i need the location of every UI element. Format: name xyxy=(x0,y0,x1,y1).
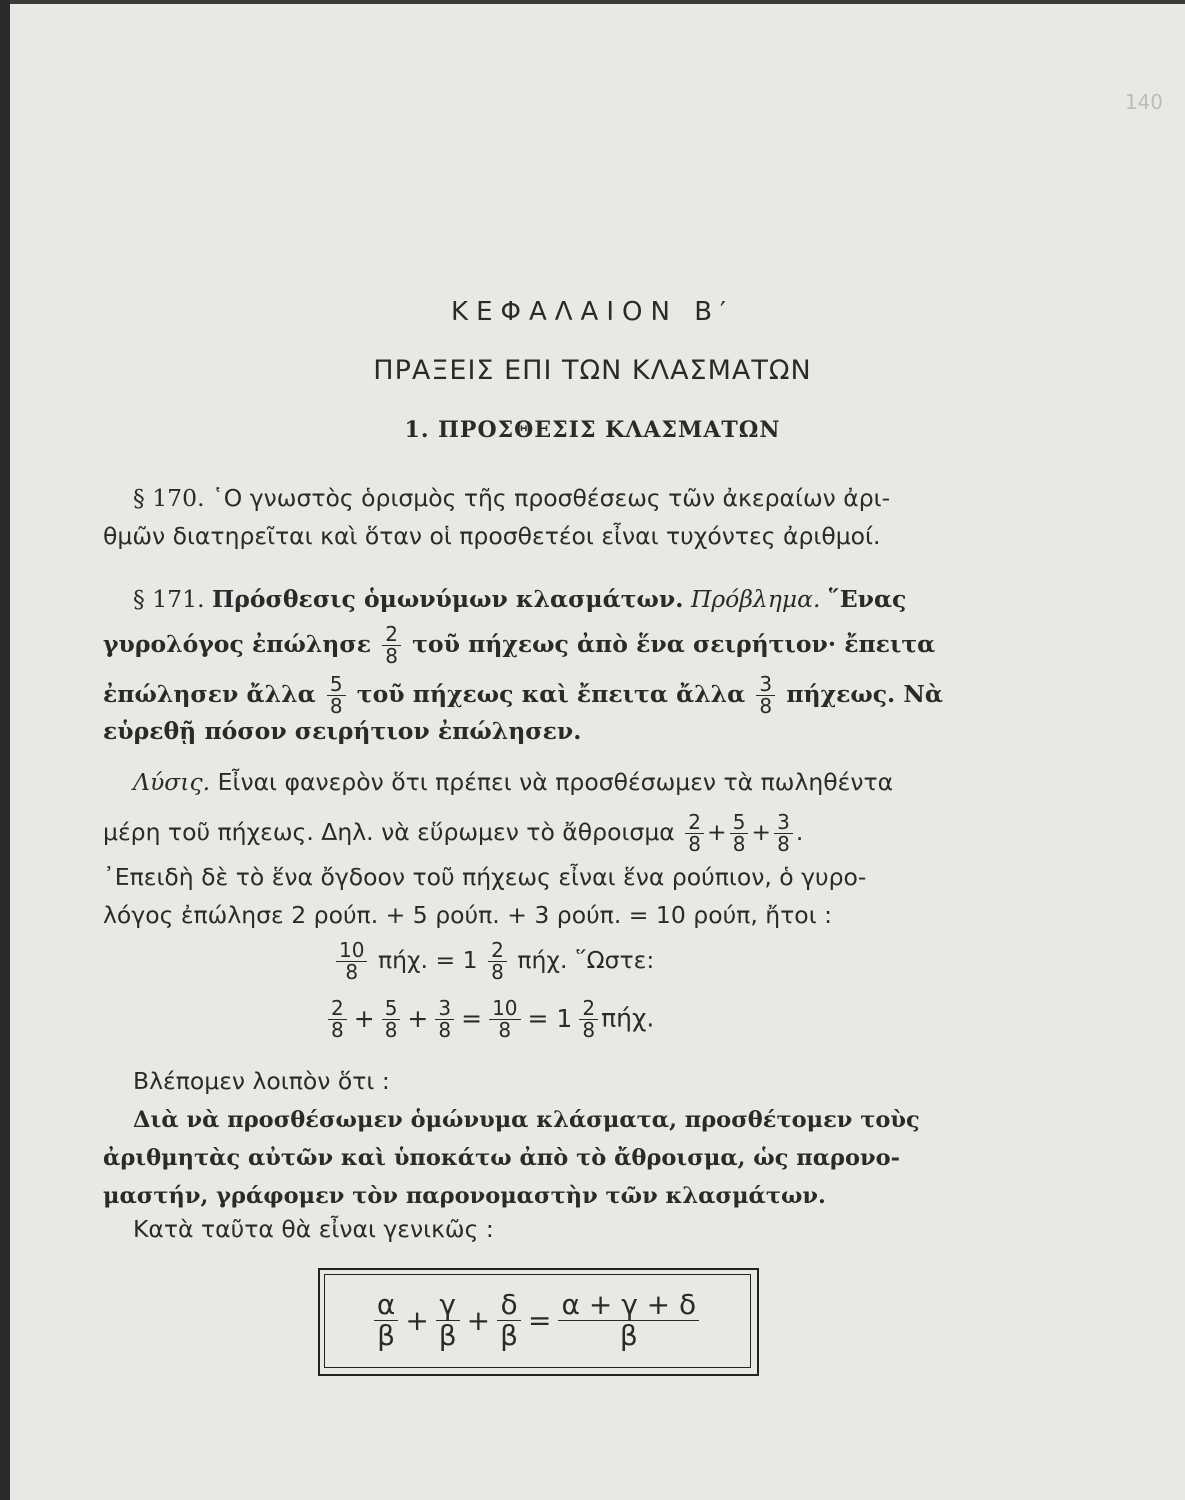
rule-line-2: ἀριθμητὰς αὐτῶν καὶ ὑποκάτω ἀπὸ τὸ ἄθροισμα, ὡς παρονο- xyxy=(103,1145,900,1171)
fraction-denominator: 8 xyxy=(385,644,398,668)
fraction-numerator: 2 xyxy=(382,624,401,646)
paragraph-171-line-3 xyxy=(103,674,943,717)
plus-sign: + xyxy=(353,1003,375,1033)
equation-2 xyxy=(325,998,654,1041)
page-number: 140 xyxy=(1124,90,1163,114)
fraction-5-8 xyxy=(382,998,401,1041)
sum-fraction-3-8 xyxy=(774,812,793,855)
equals-sign: = xyxy=(528,1303,552,1337)
fraction-numerator: 5 xyxy=(327,674,346,696)
formula-term-2 xyxy=(436,1290,460,1350)
solution-label: Λύσις. xyxy=(133,768,211,796)
rule-line-1: Διὰ νὰ προσθέσωμεν ὁμώνυμα κλάσματα, προσθέτομεν τοὺς xyxy=(133,1107,920,1133)
fraction-numerator: 2 xyxy=(488,940,507,962)
paragraph-171-line-3a: ἐπώλησεν ἄλλα xyxy=(103,680,316,708)
chapter-heading: ΚΕΦΑΛΑΙΟΝ Β′ xyxy=(451,297,734,327)
fraction-numerator: 2 xyxy=(685,812,704,834)
fraction-numerator: 3 xyxy=(774,812,793,834)
paragraph-171-line-3b: τοῦ πήχεως καὶ ἔπειτα ἄλλα xyxy=(356,680,746,708)
fraction-denominator: 8 xyxy=(331,1018,344,1042)
period: . xyxy=(795,818,804,846)
page-binding-edge xyxy=(0,0,10,1500)
fraction-numerator: 10 xyxy=(336,940,367,962)
paragraph-171-heading: Πρόσθεσις ὁμωνύμων κλασμάτων. xyxy=(212,585,684,613)
eq2-equals: = 1 xyxy=(527,1003,573,1033)
fraction-numerator: 3 xyxy=(435,998,454,1020)
fraction-denominator: 8 xyxy=(732,832,746,856)
section-heading: ΠΡΑΞΕΙΣ ΕΠΙ ΤΩΝ ΚΛΑΣΜΑΤΩΝ xyxy=(373,355,812,386)
plus-sign: + xyxy=(706,818,727,846)
paragraph-170-line-2: θμῶν διατηρεῖται καὶ ὅταν οἱ προσθετέοι εἶναι τυχόντες ἀριθμοί. xyxy=(103,522,881,550)
fraction-denominator: β xyxy=(619,1318,638,1352)
paragraph-171-line-4: εὑρεθῇ πόσον σειρήτιον ἐπώλησεν. xyxy=(103,717,582,745)
formula-result xyxy=(558,1290,699,1350)
paragraph-170-text-1: ῾Ο γνωστὸς ὁρισμὸς τῆς προσθέσεως τῶν ἀκεραίων ἀρι- xyxy=(212,484,891,512)
paragraph-171-line-1-end: ῞Ενας xyxy=(828,585,907,613)
plus-sign: + xyxy=(407,1003,429,1033)
solution-line-2 xyxy=(103,812,803,855)
equals-sign: = xyxy=(461,1003,483,1033)
fraction-numerator: 2 xyxy=(328,998,347,1020)
equation-1 xyxy=(333,940,654,983)
general-intro: Κατὰ ταῦτα θὰ εἶναι γενικῶς : xyxy=(133,1215,494,1243)
paragraph-170-line-1 xyxy=(133,483,890,513)
general-formula xyxy=(324,1274,749,1366)
fraction-2-8 xyxy=(579,998,598,1041)
plus-sign: + xyxy=(466,1303,491,1337)
formula-term-1 xyxy=(374,1290,398,1350)
sum-fraction-2-8 xyxy=(685,812,704,855)
fraction-denominator: 8 xyxy=(582,1018,596,1042)
fraction-numerator: 5 xyxy=(730,812,749,834)
problem-label: Πρόβλημα. xyxy=(690,585,821,613)
fraction-denominator: β xyxy=(438,1318,457,1352)
fraction-2-8 xyxy=(488,940,507,983)
fraction-3-8 xyxy=(756,674,775,717)
fraction-5-8 xyxy=(327,674,346,717)
sum-fraction-5-8 xyxy=(730,812,749,855)
plus-sign: + xyxy=(405,1303,429,1337)
rule-line-3: μαστήν, γράφομεν τὸν παρονομαστὴν τῶν κλασμάτων. xyxy=(103,1183,826,1209)
fraction-numerator: 2 xyxy=(579,998,598,1020)
plus-sign: + xyxy=(751,818,772,846)
fraction-numerator: α + γ + δ xyxy=(558,1290,699,1320)
fraction-10-8 xyxy=(489,998,520,1041)
fraction-denominator: 8 xyxy=(777,832,790,856)
subsection-heading: 1. ΠΡΟΣΘΕΣΙΣ ΚΛΑΣΜΑΤΩΝ xyxy=(404,417,781,443)
fraction-numerator: δ xyxy=(497,1290,521,1320)
formula-term-3 xyxy=(497,1290,521,1350)
fraction-denominator: 8 xyxy=(329,694,343,718)
fraction-numerator: α xyxy=(374,1290,398,1320)
fraction-denominator: 8 xyxy=(345,960,359,984)
solution-text-1: Εἶναι φανερὸν ὅτι πρέπει νὰ προσθέσωμεν τὰ πωληθέντα xyxy=(217,768,894,796)
fraction-denominator: 8 xyxy=(498,1018,512,1042)
fraction-denominator: 8 xyxy=(438,1018,452,1042)
fraction-numerator: 3 xyxy=(756,674,775,696)
fraction-denominator: 8 xyxy=(491,960,504,984)
fraction-denominator: β xyxy=(377,1318,396,1352)
eq1-equals: = 1 xyxy=(435,946,478,974)
fraction-10-8 xyxy=(336,940,367,983)
eq1-end: πήχ. ῞Ωστε: xyxy=(517,946,655,974)
fraction-3-8 xyxy=(435,998,454,1041)
paragraph-171-line-2a: γυρολόγος ἐπώλησε xyxy=(103,630,371,658)
page-top-shadow xyxy=(0,0,1185,4)
solution-line-1 xyxy=(133,767,893,797)
fraction-denominator: 8 xyxy=(384,1018,398,1042)
eq2-end: πήχ. xyxy=(601,1003,655,1033)
fraction-denominator: 8 xyxy=(759,694,773,718)
solution-line-4: λόγος ἐπώλησε 2 ρούπ. + 5 ρούπ. + 3 ρούπ. = 10 ρούπ, ἤτοι : xyxy=(103,901,833,929)
fraction-denominator: 8 xyxy=(688,832,701,856)
paragraph-171-line-3c: πήχεως. Νὰ xyxy=(786,680,943,708)
fraction-2-8 xyxy=(328,998,347,1041)
solution-line-3: ᾿Επειδὴ δὲ τὸ ἕνα ὄγδοον τοῦ πήχεως εἶναι ἕνα ρούπιον, ὁ γυρο- xyxy=(103,863,867,891)
paragraph-171-line-2 xyxy=(103,624,935,667)
fraction-2-8 xyxy=(382,624,401,667)
eq1-unit: πήχ. xyxy=(377,946,429,974)
fraction-numerator: 10 xyxy=(489,998,520,1020)
fraction-numerator: 5 xyxy=(382,998,401,1020)
fraction-numerator: γ xyxy=(436,1290,460,1320)
solution-text-2: μέρη τοῦ πήχεως. Δηλ. νὰ εὕρωμεν τὸ ἄθροισμα xyxy=(103,818,675,846)
paragraph-171-line-2b: τοῦ πήχεως ἀπὸ ἕνα σειρήτιον· ἔπειτα xyxy=(412,630,936,658)
conclusion-intro: Βλέπομεν λοιπὸν ὅτι : xyxy=(133,1067,390,1095)
bleed-through-line xyxy=(150,150,1030,174)
fraction-denominator: β xyxy=(500,1318,518,1352)
paragraph-171-number: § 171. xyxy=(133,585,205,613)
paragraph-170-number: § 170. xyxy=(133,484,205,512)
paragraph-171-line-1 xyxy=(133,584,906,614)
